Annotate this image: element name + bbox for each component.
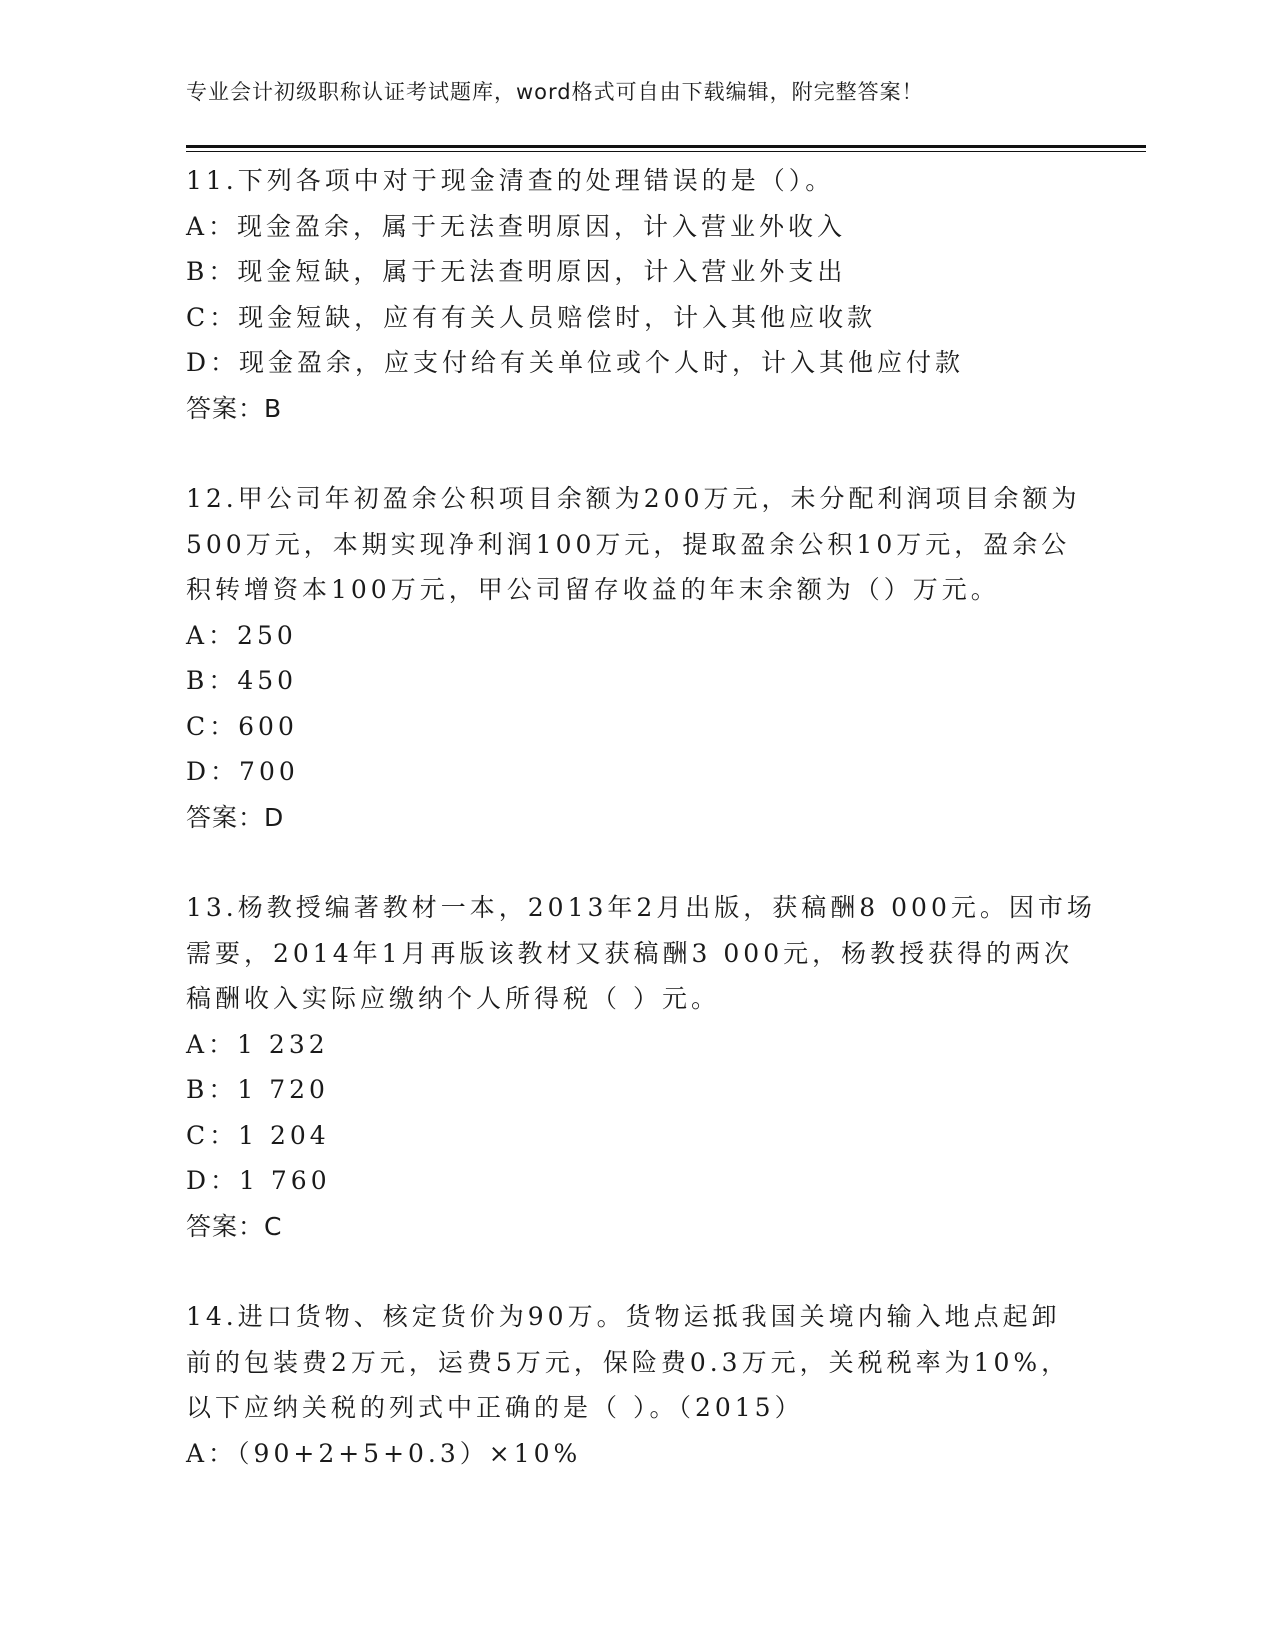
option-d: D：现金盈余，应支付给有关单位或个人时，计入其他应付款 — [186, 348, 965, 377]
header-rule-thin — [186, 151, 1146, 152]
question-text: 500万元，本期实现净利润100万元，提取盈余公积10万元，盈余公 — [186, 529, 1071, 559]
answer: 答案：B — [186, 393, 283, 423]
option-a: A：现金盈余，属于无法查明原因，计入营业外收入 — [186, 211, 847, 241]
question-12 — [186, 476, 1086, 840]
question-text: 11.下列各项中对于现金清查的处理错误的是（）。 — [186, 166, 835, 195]
option-c: C：1 204 — [186, 1120, 330, 1150]
question-text: 需要，2014年1月再版该教材又获稿酬3 000元，杨教授获得的两次 — [186, 938, 1074, 968]
answer: 答案：D — [186, 802, 285, 832]
question-11 — [186, 158, 1086, 431]
question-14 — [186, 1294, 1086, 1476]
option-d: D：700 — [186, 757, 299, 786]
option-d: D：1 760 — [186, 1166, 331, 1195]
question-text: 稿酬收入实际应缴纳个人所得税（ ）元。 — [186, 984, 720, 1013]
option-a: A：250 — [186, 620, 297, 650]
question-text: 前的包装费2万元，运费5万元，保险费0.3万元，关税税率为10%， — [186, 1347, 1071, 1377]
question-list — [186, 158, 1096, 1476]
spacer — [186, 1249, 1086, 1294]
question-text: 14.进口货物、核定货价为90万。货物运抵我国关境内输入地点起卸 — [186, 1302, 1061, 1331]
option-a: A：1 232 — [186, 1029, 329, 1059]
question-13 — [186, 885, 1096, 1249]
option-b: B：现金短缺，属于无法查明原因，计入营业外支出 — [186, 257, 847, 286]
question-text: 以下应纳关税的列式中正确的是（ ）。（2015） — [186, 1393, 804, 1422]
option-a: A：（90+2+5+0.3）×10% — [186, 1438, 582, 1468]
option-b: B：450 — [186, 666, 298, 695]
header-rule-thick — [186, 145, 1146, 148]
option-c: C：现金短缺，应有有关人员赔偿时，计入其他应收款 — [186, 302, 877, 332]
spacer — [186, 840, 1086, 885]
question-text: 积转增资本100万元，甲公司留存收益的年末余额为（）万元。 — [186, 575, 1000, 604]
spacer — [186, 431, 1086, 476]
question-text: 13.杨教授编著教材一本，2013年2月出版，获稿酬8 000元。因市场 — [186, 893, 1096, 922]
question-text: 12.甲公司年初盈余公积项目余额为200万元，未分配利润项目余额为 — [186, 484, 1081, 513]
page-header: 专业会计初级职称认证考试题库，word格式可自由下载编辑，附完整答案！ — [186, 80, 924, 104]
answer: 答案：C — [186, 1211, 283, 1241]
option-c: C：600 — [186, 711, 298, 741]
option-b: B：1 720 — [186, 1075, 329, 1104]
